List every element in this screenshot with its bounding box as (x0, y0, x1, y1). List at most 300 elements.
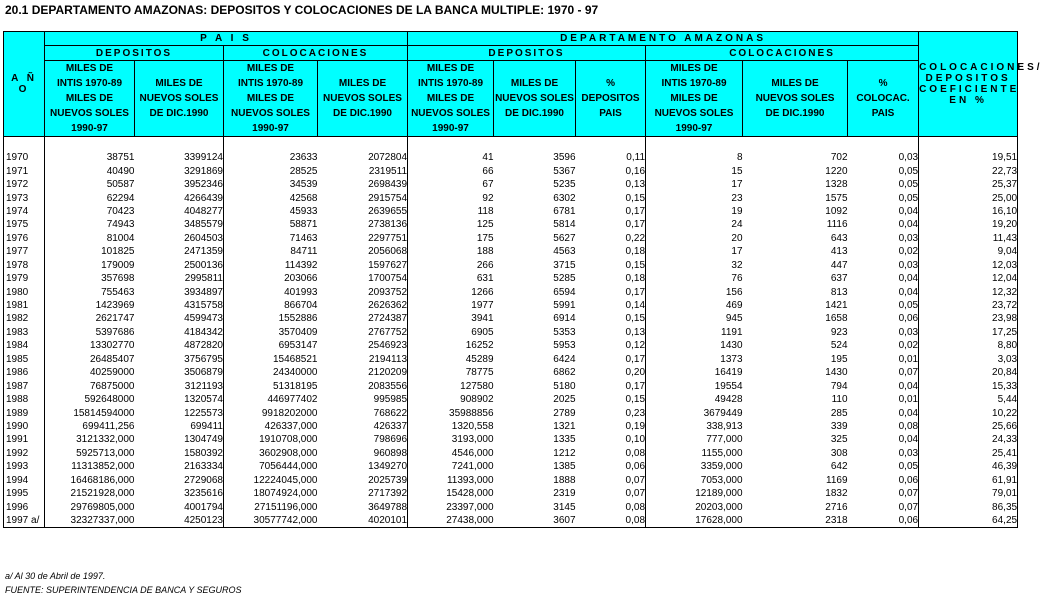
value-cell: 4599473 (184, 313, 223, 325)
header-line: NUEVOS SOLES (50, 108, 129, 119)
value-cell: 0,17 (625, 205, 646, 217)
value-cell: 813 (830, 286, 848, 298)
value-cell: 4048277 (184, 205, 223, 217)
value-cell: 0,07 (625, 488, 646, 500)
value-cell: 1212 (553, 447, 576, 459)
value-cell: 1888 (553, 474, 576, 486)
value-cell: 338,913 (646, 420, 743, 433)
value-cell: 0,17 (625, 353, 646, 365)
year-cell: 1988 (4, 393, 45, 406)
value-cell: 20,84 (919, 366, 1018, 379)
value-cell: 6302 (553, 192, 576, 204)
value-cell: 15428,000 (408, 487, 494, 500)
header-line: % (878, 78, 888, 89)
value-cell: 19 (646, 205, 743, 218)
year-cell: 1974 (4, 205, 45, 218)
value-cell: 25,41 (919, 447, 1018, 460)
header-dep-colocaciones: COLOCACIONES (646, 46, 919, 61)
value-cell: 28525 (224, 164, 318, 177)
value-cell: 61,91 (919, 474, 1018, 487)
value-cell: 0,06 (625, 461, 646, 473)
table-row (4, 272, 1018, 285)
value-cell: 3570409 (224, 326, 318, 339)
year-cell: 1985 (4, 353, 45, 366)
value-cell: 4872820 (184, 340, 223, 352)
value-cell: 1832 (825, 488, 848, 500)
value-cell: 25,00 (919, 191, 1018, 204)
value-cell: 2500136 (184, 259, 223, 271)
header-pais-col-nuevos (318, 61, 408, 137)
value-cell: 12224045,000 (224, 474, 318, 487)
table-row (4, 474, 1018, 487)
table-row (4, 487, 1018, 500)
table-row (4, 218, 1018, 231)
value-cell: 5397686 (45, 326, 135, 339)
value-cell: 25,66 (919, 420, 1018, 433)
value-cell: 2056068 (368, 246, 408, 258)
year-cell: 1982 (4, 312, 45, 325)
value-cell: 2083556 (368, 380, 408, 392)
value-cell: 51318195 (224, 379, 318, 392)
year-cell: 1971 (4, 164, 45, 177)
value-cell: 755463 (45, 285, 135, 298)
value-cell: 5627 (553, 232, 576, 244)
value-cell: 1225573 (184, 407, 223, 419)
year-cell: 1989 (4, 406, 45, 419)
value-cell: 179009 (45, 259, 135, 272)
value-cell: 0,12 (625, 340, 646, 352)
value-cell: 1430 (825, 367, 848, 379)
value-cell: 5285 (553, 273, 576, 285)
value-cell: 17,25 (919, 326, 1018, 339)
year-cell: 1970 (4, 151, 45, 164)
value-cell: 325 (830, 434, 848, 446)
value-cell: 62294 (45, 191, 135, 204)
value-cell: 49428 (646, 393, 743, 406)
header-line: DEPOSITOS (925, 73, 1011, 84)
value-cell: 6424 (553, 353, 576, 365)
value-cell: 0,04 (898, 407, 919, 419)
value-cell: 469 (646, 299, 743, 312)
value-cell: 0,17 (625, 219, 646, 231)
value-cell: 76 (646, 272, 743, 285)
value-cell: 0,04 (898, 219, 919, 231)
value-cell: 413 (830, 246, 848, 258)
value-cell: 35988856 (408, 406, 494, 419)
value-cell: 32 (646, 259, 743, 272)
value-cell: 1191 (646, 326, 743, 339)
value-cell: 699411 (190, 420, 223, 432)
table-row (4, 420, 1018, 433)
value-cell: 0,13 (625, 326, 646, 338)
value-cell: 86,35 (919, 500, 1018, 513)
value-cell: 22,73 (919, 164, 1018, 177)
value-cell: 3952346 (184, 179, 223, 191)
table-row (4, 232, 1018, 245)
value-cell: 32327337,000 (45, 514, 135, 528)
value-cell: 3506879 (184, 367, 223, 379)
value-cell: 1349270 (368, 461, 408, 473)
value-cell: 0,03 (898, 232, 919, 244)
value-cell: 4563 (553, 246, 576, 258)
value-cell: 401993 (224, 285, 318, 298)
header-pais-dep-nuevos (135, 61, 224, 137)
value-cell: 0,10 (625, 434, 646, 446)
value-cell: 0,08 (576, 514, 646, 528)
table-row (4, 164, 1018, 177)
value-cell: 3121332,000 (45, 433, 135, 446)
value-cell: 0,16 (625, 165, 646, 177)
value-cell: 4546,000 (408, 447, 494, 460)
header-dep-depositos: DEPOSITOS (408, 46, 646, 61)
value-cell: 285 (830, 407, 848, 419)
header-line: NUEVOS SOLES (495, 93, 574, 104)
header-line: NUEVOS SOLES (231, 108, 310, 119)
value-cell: 6862 (553, 367, 576, 379)
value-cell: 637 (830, 273, 848, 285)
value-cell: 0,07 (898, 501, 919, 513)
value-cell: 308 (830, 447, 848, 459)
value-cell: 0,05 (898, 300, 919, 312)
value-cell: 447 (830, 259, 848, 271)
year-cell: 1981 (4, 299, 45, 312)
table-row (4, 259, 1018, 272)
value-cell: 6953147 (224, 339, 318, 352)
value-cell: 1580392 (184, 447, 223, 459)
table-row (4, 178, 1018, 191)
value-cell: 118 (408, 205, 494, 218)
value-cell: 0,18 (625, 273, 646, 285)
value-cell: 12,04 (919, 272, 1018, 285)
value-cell: 3679449 (646, 406, 743, 419)
header-line: NUEVOS SOLES (139, 93, 219, 104)
data-table (3, 31, 1043, 528)
header-dep-col-intis (646, 61, 743, 137)
value-cell: 3596 (553, 152, 576, 164)
value-cell: 3359,000 (646, 460, 743, 473)
value-cell: 127580 (408, 379, 494, 392)
value-cell: 4266439 (184, 192, 223, 204)
header-dep-col-nuevos (743, 61, 848, 137)
value-cell: 7053,000 (646, 474, 743, 487)
value-cell: 0,17 (625, 380, 646, 392)
value-cell: 34539 (224, 178, 318, 191)
table-header (4, 32, 1043, 137)
value-cell: 40259000 (45, 366, 135, 379)
value-cell: 4001794 (184, 501, 223, 513)
value-cell: 2093752 (368, 286, 408, 298)
year-cell: 1977 (4, 245, 45, 258)
value-cell: 3934897 (184, 286, 223, 298)
header-pais-col-intis (224, 61, 318, 137)
value-cell: 16252 (408, 339, 494, 352)
table-row (4, 205, 1018, 218)
value-cell: 101825 (45, 245, 135, 258)
value-cell: 642 (830, 461, 848, 473)
value-cell: 15814594000 (45, 406, 135, 419)
value-cell: 1320,558 (408, 420, 494, 433)
value-cell: 23,72 (919, 299, 1018, 312)
value-cell: 0,07 (625, 474, 646, 486)
value-cell: 0,04 (898, 380, 919, 392)
value-cell: 71463 (224, 232, 318, 245)
year-cell: 1980 (4, 285, 45, 298)
value-cell: 3485579 (184, 219, 223, 231)
year-cell: 1978 (4, 259, 45, 272)
value-cell: 2716 (825, 501, 848, 513)
value-cell: 26485407 (45, 353, 135, 366)
header-line: INTIS 1970-89 (417, 78, 484, 89)
value-cell: 11,43 (919, 232, 1018, 245)
table-row (4, 406, 1018, 419)
value-cell: 643 (830, 232, 848, 244)
value-cell: 3649788 (368, 501, 408, 513)
value-cell: 1321 (553, 420, 576, 432)
value-cell: 16,10 (919, 205, 1018, 218)
header-anio: A Ñ O (4, 32, 45, 137)
value-cell: 3145 (553, 501, 576, 513)
value-cell: 0,18 (625, 246, 646, 258)
value-cell: 2915754 (368, 192, 408, 204)
value-cell: 11313852,000 (45, 460, 135, 473)
header-dep-dep-intis (408, 61, 494, 137)
year-cell: 1986 (4, 366, 45, 379)
year-cell: 1993 (4, 460, 45, 473)
value-cell: 17 (646, 178, 743, 191)
value-cell: 1423969 (45, 299, 135, 312)
page-title: 20.1 DEPARTAMENTO AMAZONAS: DEPOSITOS Y COLOCACIONES DE LA BANCA MULTIPLE: 1970 - 97 (5, 3, 599, 17)
value-cell: 12,32 (919, 285, 1018, 298)
value-cell: 16419 (646, 366, 743, 379)
value-cell: 2318 (743, 514, 848, 528)
value-cell: 6914 (553, 313, 576, 325)
header-pais-depositos: DEPOSITOS (45, 46, 224, 61)
value-cell: 24340000 (224, 366, 318, 379)
value-cell: 2319511 (368, 165, 408, 177)
table-row (4, 245, 1018, 258)
value-cell: 1092 (825, 205, 848, 217)
value-cell: 3121193 (184, 380, 223, 392)
value-cell: 0,08 (625, 501, 646, 513)
value-cell: 0,03 (898, 326, 919, 338)
value-cell: 3,03 (919, 353, 1018, 366)
value-cell: 3193,000 (408, 433, 494, 446)
value-cell: 0,08 (625, 447, 646, 459)
table-row (4, 312, 1018, 325)
value-cell: 4184342 (184, 326, 223, 338)
value-cell: 13302770 (45, 339, 135, 352)
value-cell: 0,05 (898, 165, 919, 177)
value-cell: 20203,000 (646, 500, 743, 513)
header-line: 1990-97 (71, 123, 108, 134)
value-cell: 2995811 (184, 273, 223, 285)
value-cell: 23633 (224, 151, 318, 164)
value-cell: 8,80 (919, 339, 1018, 352)
header-line: MILES DE (65, 93, 114, 104)
value-cell: 156 (646, 285, 743, 298)
value-cell: 2604503 (184, 232, 223, 244)
value-cell: 0,03 (898, 259, 919, 271)
header-line: MILES DE (338, 78, 387, 89)
value-cell: 2471359 (184, 246, 223, 258)
table-row (4, 379, 1018, 392)
value-cell: 18074924,000 (224, 487, 318, 500)
value-cell: 1220 (825, 165, 848, 177)
value-cell: 0,03 (898, 447, 919, 459)
value-cell: 1552886 (224, 312, 318, 325)
value-cell: 64,25 (919, 514, 1018, 528)
table-row (4, 191, 1018, 204)
header-line: DEPOSITOS (581, 93, 640, 104)
header-line: PAIS (871, 108, 895, 119)
table-row (4, 285, 1018, 298)
year-cell: 1992 (4, 447, 45, 460)
value-cell: 9918202000 (224, 406, 318, 419)
value-cell: 1373 (646, 353, 743, 366)
value-cell: 5235 (553, 179, 576, 191)
value-cell: 0,20 (625, 367, 646, 379)
value-cell: 81004 (45, 232, 135, 245)
value-cell: 592648000 (45, 393, 135, 406)
value-cell: 4315758 (184, 300, 223, 312)
value-cell: 446977402 (224, 393, 318, 406)
value-cell: 357698 (45, 272, 135, 285)
value-cell: 2319 (553, 488, 576, 500)
value-cell: 0,04 (898, 273, 919, 285)
header-line: MILES DE (155, 78, 203, 89)
value-cell: 0,04 (898, 286, 919, 298)
value-cell: 2738136 (368, 219, 408, 231)
value-cell: 9,04 (919, 245, 1018, 258)
value-cell: 699411,256 (45, 420, 135, 433)
year-cell: 1983 (4, 326, 45, 339)
value-cell: 1977 (408, 299, 494, 312)
year-cell: 1979 (4, 272, 45, 285)
value-cell: 631 (408, 272, 494, 285)
header-line: NUEVOS SOLES (323, 93, 402, 104)
header-line: COLOCAC. (856, 93, 910, 104)
header-pais-colocaciones: COLOCACIONES (224, 46, 408, 61)
value-cell: 2297751 (368, 232, 408, 244)
value-cell: 0,06 (898, 474, 919, 486)
value-cell: 266 (408, 259, 494, 272)
value-cell: 92 (408, 191, 494, 204)
header-line: NUEVOS SOLES (755, 93, 835, 104)
value-cell: 58871 (224, 218, 318, 231)
year-cell: 1975 (4, 218, 45, 231)
value-cell: 339 (830, 420, 848, 432)
value-cell: 2621747 (45, 312, 135, 325)
header-line: 1990-97 (252, 123, 289, 134)
value-cell: 1421 (825, 300, 848, 312)
value-cell: 1155,000 (646, 447, 743, 460)
value-cell: 45289 (408, 353, 494, 366)
value-cell: 188 (408, 245, 494, 258)
header-dep-dep-nuevos (494, 61, 576, 137)
value-cell: 8 (646, 151, 743, 164)
value-cell: 2729068 (184, 474, 223, 486)
value-cell: 25,37 (919, 178, 1018, 191)
value-cell: 2698439 (368, 179, 408, 191)
value-cell: 1597627 (368, 259, 408, 271)
year-cell: 1987 (4, 379, 45, 392)
value-cell: 7056444,000 (224, 460, 318, 473)
value-cell: 923 (830, 326, 848, 338)
value-cell: 66 (408, 164, 494, 177)
table-row (4, 353, 1018, 366)
header-line: NUEVOS SOLES (654, 108, 734, 119)
value-cell: 3235616 (184, 488, 223, 500)
value-cell: 46,39 (919, 460, 1018, 473)
value-cell: 16468186,000 (45, 474, 135, 487)
value-cell: 0,03 (898, 152, 919, 164)
value-cell: 0,19 (625, 420, 646, 432)
value-cell: 0,08 (898, 420, 919, 432)
header-coeficiente (919, 32, 1043, 137)
value-cell: 11393,000 (408, 474, 494, 487)
value-cell: 42568 (224, 191, 318, 204)
value-cell: 0,05 (898, 179, 919, 191)
value-cell: 2639655 (368, 205, 408, 217)
value-cell: 2724387 (368, 313, 408, 325)
header-dep-col-pct (848, 61, 919, 137)
value-cell: 5,44 (919, 393, 1018, 406)
header-dep-dep-pct (576, 61, 646, 137)
table-row (4, 500, 1018, 513)
value-cell: 0,15 (625, 259, 646, 271)
table-row (4, 366, 1018, 379)
header-line: COLOCACIONES/ (919, 62, 1043, 73)
header-line: 1990-97 (432, 123, 469, 134)
header-line: COEFICIENTE (919, 84, 1020, 95)
value-cell: 175 (408, 232, 494, 245)
value-cell: 794 (830, 380, 848, 392)
header-line: NUEVOS SOLES (411, 108, 490, 119)
header-line: MILES DE (65, 63, 114, 74)
value-cell: 125 (408, 218, 494, 231)
header-line: EN % (949, 95, 987, 106)
value-cell: 5367 (553, 165, 576, 177)
value-cell: 2072804 (368, 152, 408, 164)
header-line: MILES DE (426, 93, 475, 104)
table-row (4, 447, 1018, 460)
value-cell: 12,03 (919, 259, 1018, 272)
value-cell: 1910708,000 (224, 433, 318, 446)
value-cell: 110 (831, 394, 848, 406)
year-cell: 1994 (4, 474, 45, 487)
source-note: FUENTE: SUPERINTENDENCIA DE BANCA Y SEGUROS (5, 585, 242, 595)
table-row (4, 339, 1018, 352)
value-cell: 0,23 (625, 407, 646, 419)
value-cell: 0,15 (625, 313, 646, 325)
year-cell: 1973 (4, 191, 45, 204)
value-cell: 2789 (553, 407, 576, 419)
value-cell: 2717392 (368, 488, 408, 500)
value-cell: 3291869 (184, 165, 223, 177)
value-cell: 38751 (45, 151, 135, 164)
value-cell: 1575 (825, 192, 848, 204)
header-line: 1990-97 (675, 123, 713, 134)
value-cell: 798696 (373, 434, 408, 446)
header-line: INTIS 1970-89 (661, 78, 727, 89)
value-cell: 41 (408, 151, 494, 164)
table-row (4, 393, 1018, 406)
value-cell: 7241,000 (408, 460, 494, 473)
value-cell: 50587 (45, 178, 135, 191)
value-cell: 0,22 (625, 232, 646, 244)
value-cell: 12189,000 (646, 487, 743, 500)
value-cell: 995985 (373, 394, 408, 406)
